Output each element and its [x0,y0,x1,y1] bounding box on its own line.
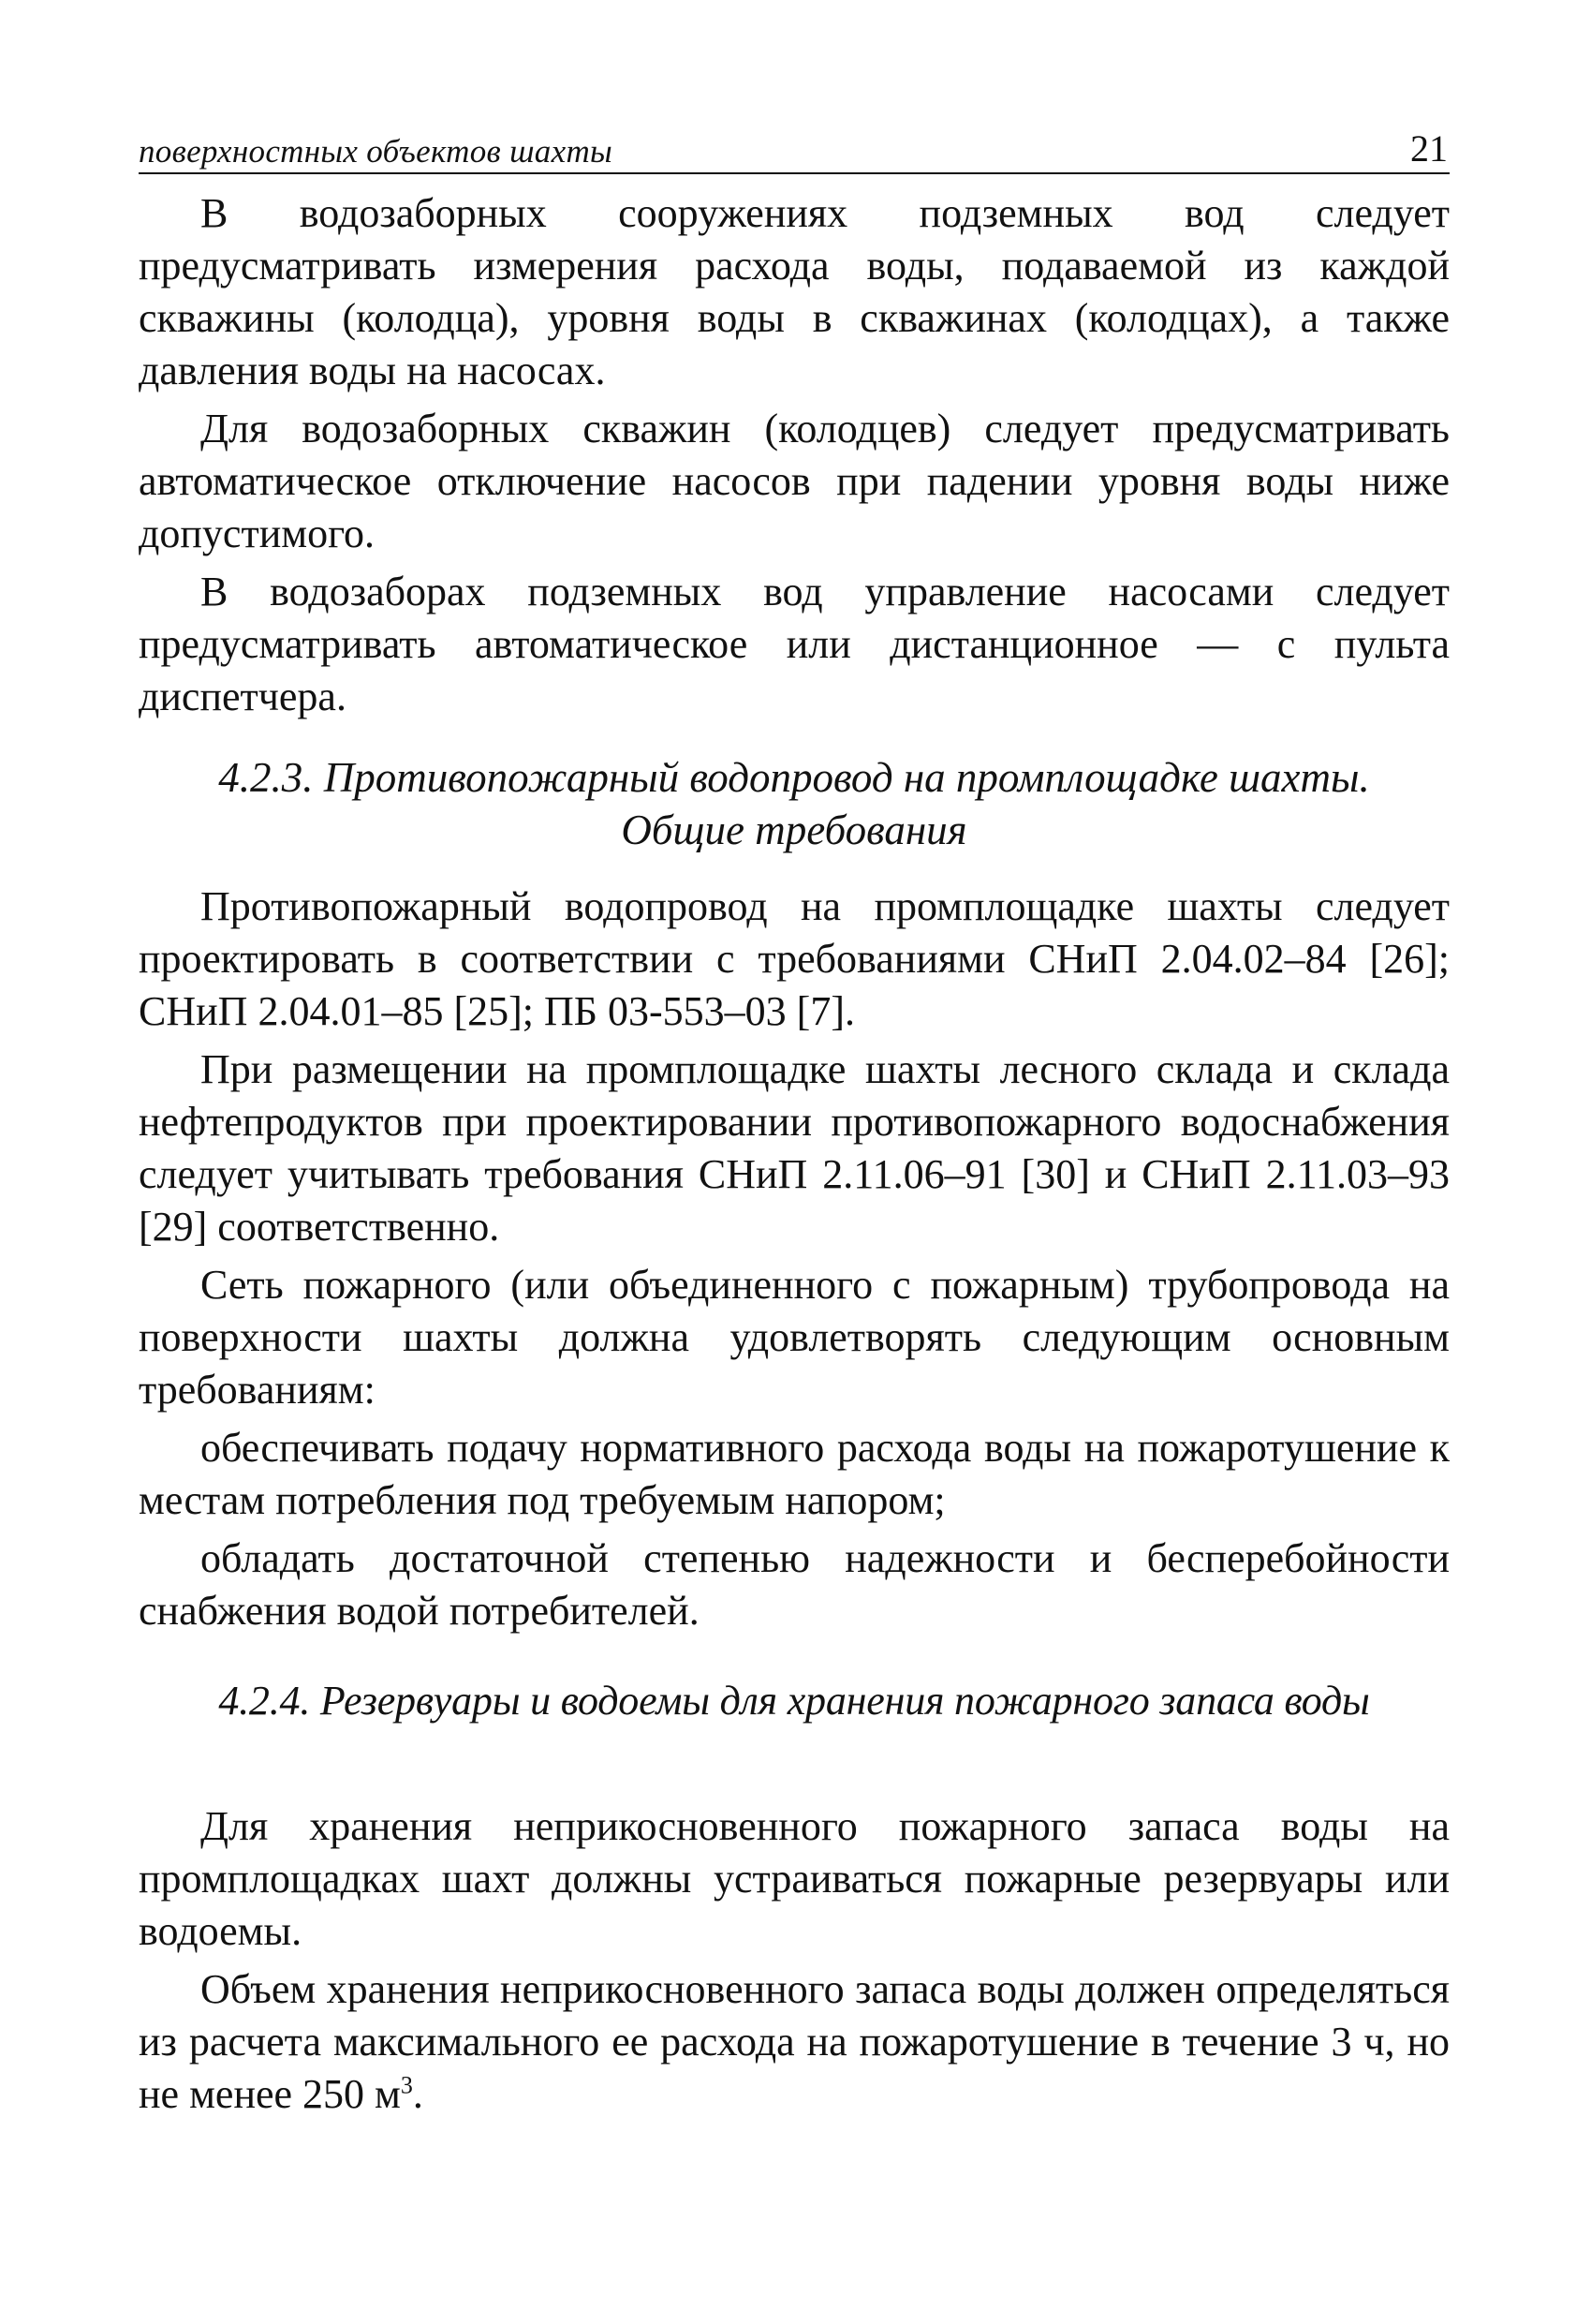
list-item: обеспечивать подачу нормативного расхода воды на пожаротушение к местам потребления под требуемым напором; [139,1425,1450,1523]
paragraph: В водозаборах подземных вод управление насосами следует предусматривать автоматическое или дистанционное — с пульта диспетчера. [139,569,1450,719]
list-item: обладать достаточной степенью надежности и бесперебойности снабжения водой потребителей. [139,1535,1450,1634]
running-title: поверхностных объектов шахты [139,133,613,170]
paragraph: При размещении на промплощадке шахты лесного склада и склада нефтепродуктов при проектировании противопожарного водоснабжения следует учитывать требования СНиП 2.11.06–91 [30] и СНиП 2.11.03–93 [29] соответственно. [139,1046,1450,1250]
section-heading-line: 4.2.3. Противопожарный водопровод на промплощадке шахты. [218,754,1370,801]
paragraph: Противопожарный водопровод на промплощадке шахты следует проектировать в соответствии с требованиями СНиП 2.04.02–84 [26]; СНиП 2.04.01–85 [25]; ПБ 03-553–03 [7]. [139,883,1450,1034]
paragraph: Для хранения неприкосновенного пожарного запаса воды на промплощадках шахт должны устраиваться пожарные резервуары или водоемы. [139,1803,1450,1954]
paragraph: В водозаборных сооружениях подземных вод следует предусматривать измерения расхода воды, подаваемой из каждой скважины (колодца), уровня воды в скважинах (колодцах), а также давления воды на насосах. [139,190,1450,393]
end-punctuation: . [412,2071,423,2117]
paragraph: Для водозаборных скважин (колодцев) следует предусматривать автоматическое отключение насосов при падении уровня воды ниже допустимого. [139,406,1450,556]
section-heading-4-2-3 [139,751,1450,856]
section-heading-line: Общие требования [621,807,967,853]
paragraph: Сеть пожарного (или объединенного с пожарным) трубопровода на поверхности шахты должна удовлетворять следующим основным требованиям: [139,1262,1450,1413]
paragraph [139,1963,1450,2121]
document-page [139,112,1450,2126]
running-header [139,112,1450,174]
section-heading-4-2-4: 4.2.4. Резервуары и водоемы для хранения пожарного запаса воды [218,1678,1370,1724]
paragraph-text: Объем хранения неприкосновенного запаса воды должен определяться из расчета максимального ее расхода на пожаротушение в течение 3 ч, но не менее 250 м [139,1966,1450,2117]
superscript: 3 [400,2071,413,2099]
page-number: 21 [1410,127,1448,170]
